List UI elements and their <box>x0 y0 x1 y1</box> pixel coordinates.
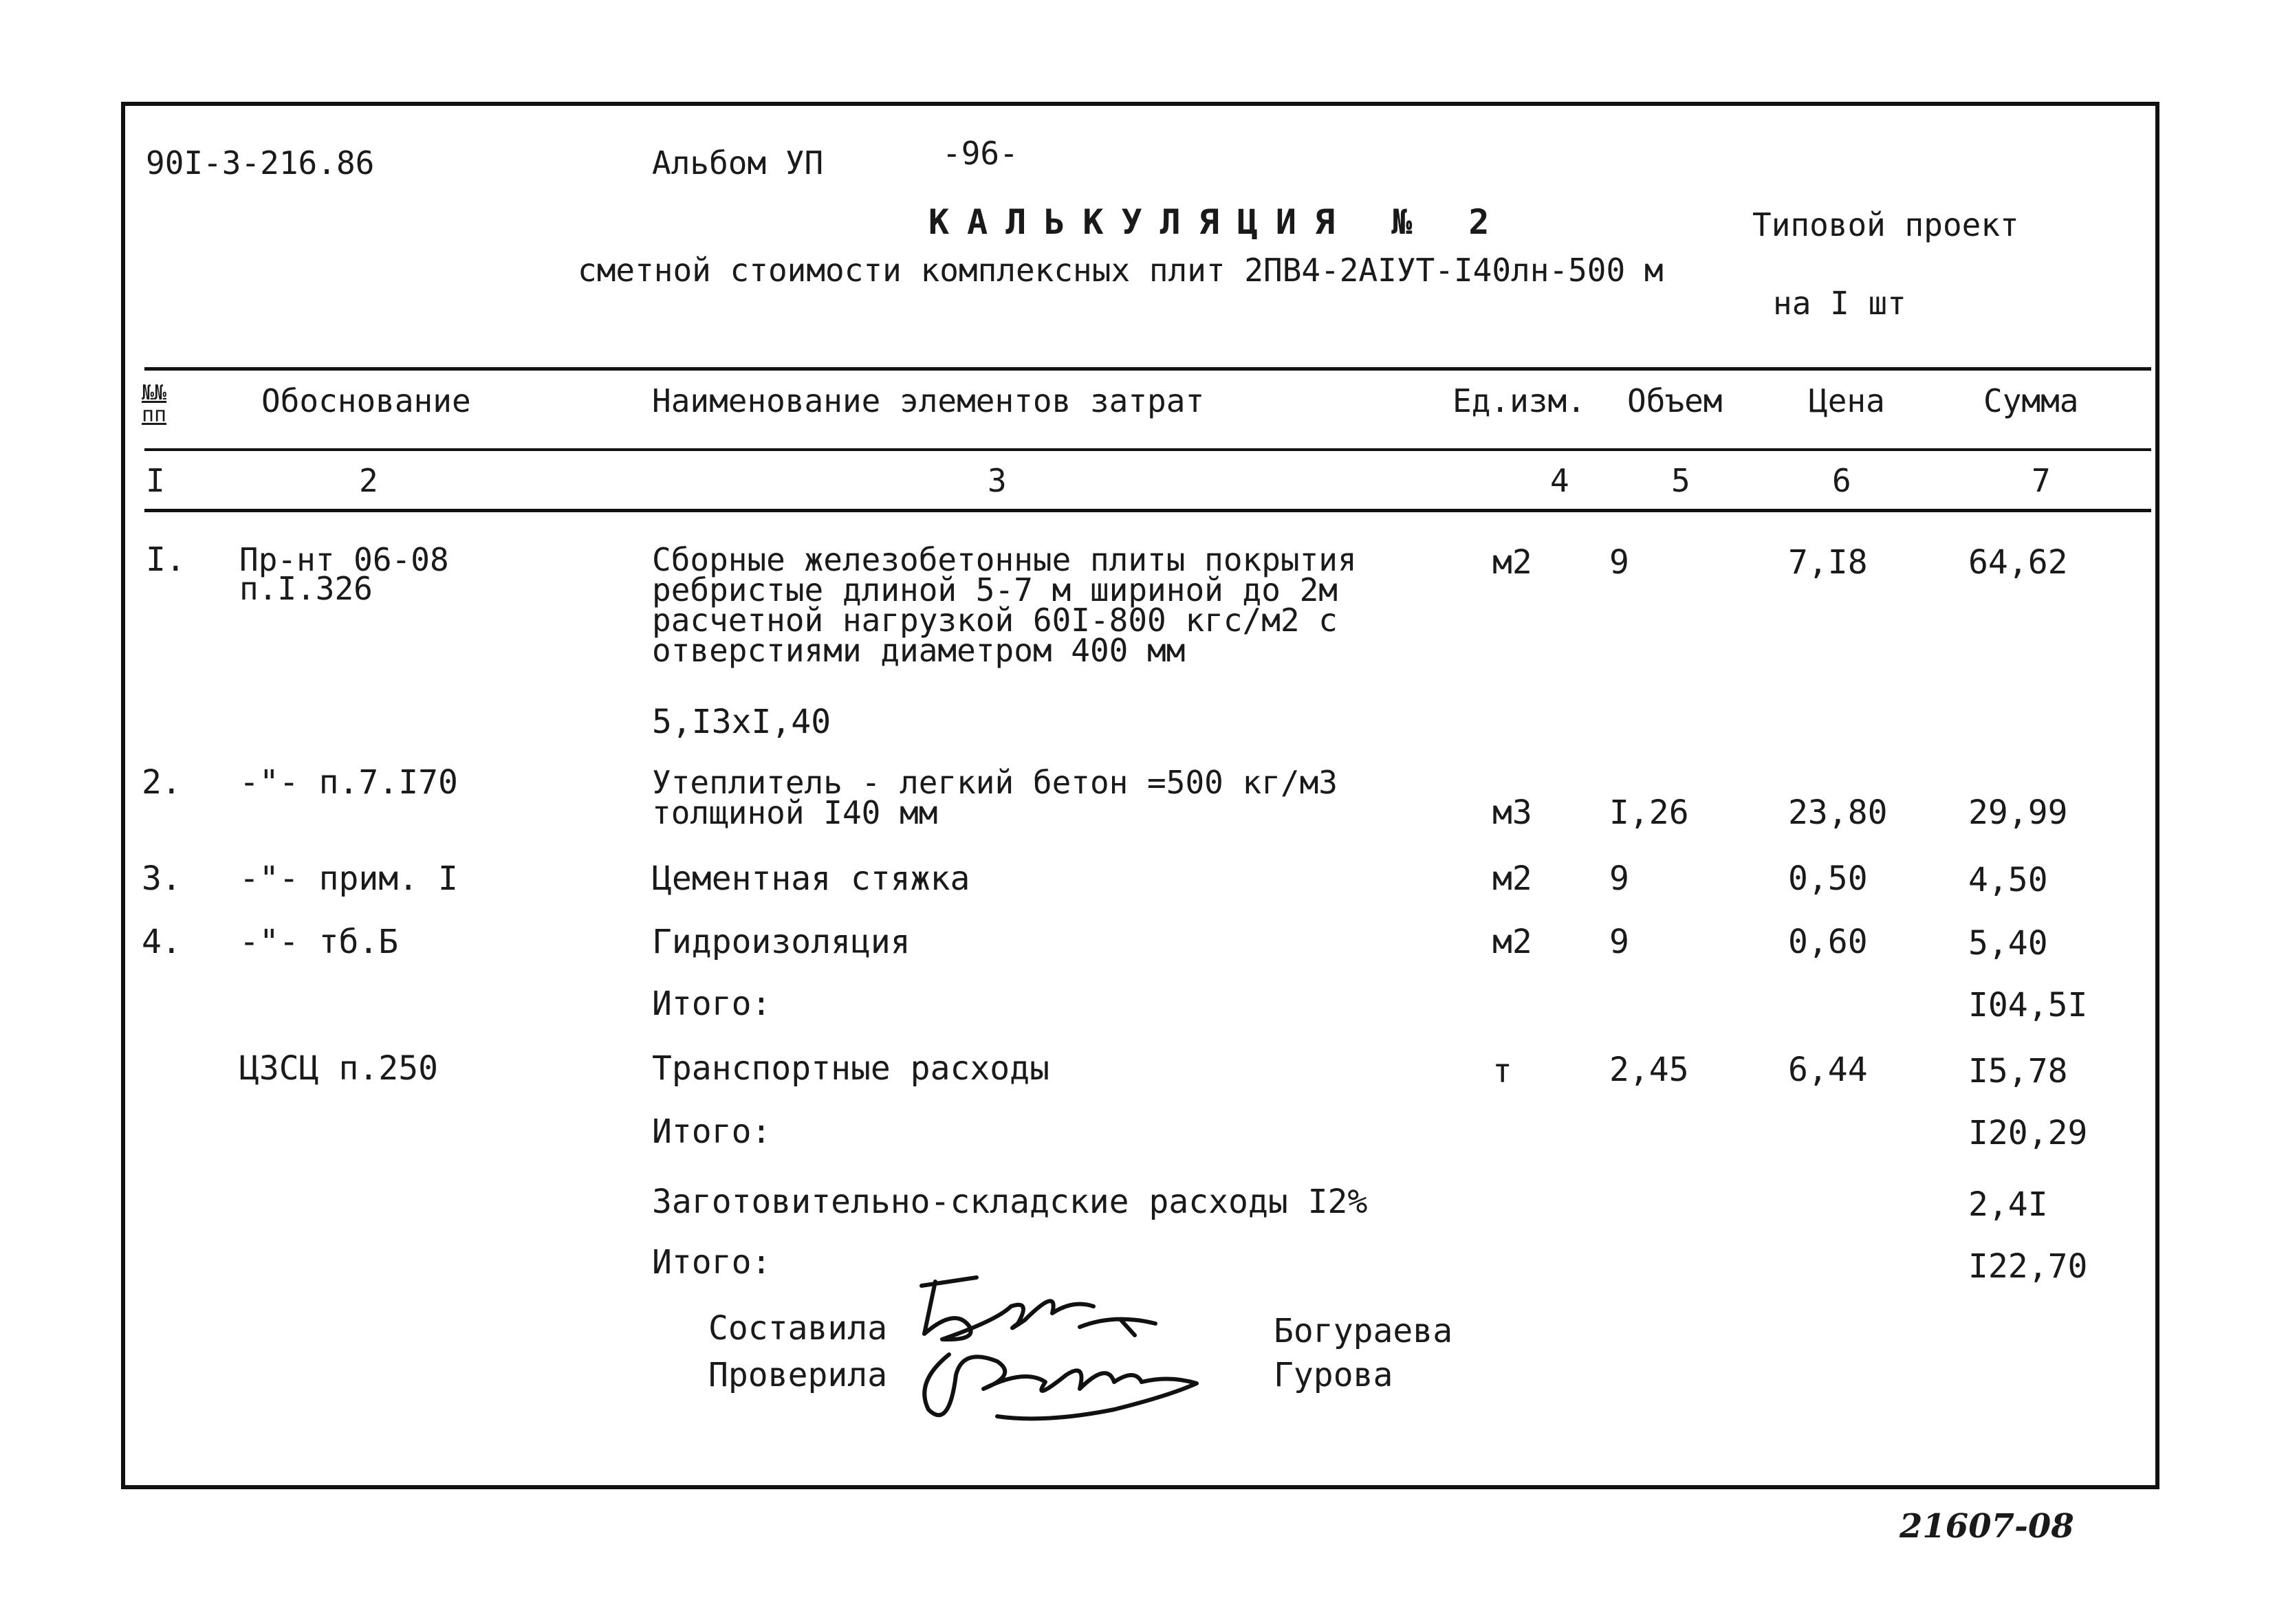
row-unit: м2 <box>1492 923 1532 961</box>
row-qty: 9 <box>1609 543 1629 582</box>
table-top-rule <box>144 367 2151 371</box>
row-qty: 9 <box>1609 923 1629 961</box>
row-price: 0,50 <box>1788 859 1868 898</box>
column-header-basis: Обоснование <box>261 382 471 419</box>
row-name: отверстиями диаметром 400 мм <box>652 632 1186 669</box>
row-name: Транспортные расходы <box>652 1049 1049 1088</box>
row-name: Цементная стяжка <box>652 859 970 898</box>
row-name: толщиной I40 мм <box>652 794 938 831</box>
column-number: 3 <box>988 462 1007 499</box>
signature-checked <box>908 1334 1224 1430</box>
row-unit: м2 <box>1492 543 1532 582</box>
project-type: Типовой проект <box>1752 206 2019 243</box>
row-name: ребристые длиной 5-7 м шириной до 2м <box>652 571 1338 608</box>
row-name: Утеплитель - легкий бетон =500 кг/м3 <box>652 764 1338 801</box>
row-number: 3. <box>142 859 182 898</box>
row-price: 6,44 <box>1788 1051 1868 1089</box>
compiled-by-label: Составила <box>708 1309 888 1348</box>
row-unit: м3 <box>1492 793 1532 832</box>
page-number: -96- <box>942 135 1019 172</box>
column-number: I <box>146 462 165 499</box>
row-qty: 2,45 <box>1609 1051 1689 1089</box>
total-sum: I22,70 <box>1968 1247 2088 1286</box>
total-label: Итого: <box>652 1243 772 1282</box>
subtotal-sum: I20,29 <box>1968 1114 2088 1152</box>
album-label: Альбом УП <box>652 144 824 182</box>
row-basis: -"- п.7.I70 <box>239 763 458 802</box>
row-name: Заготовительно-складские расходы I2% <box>652 1183 1368 1221</box>
row-qty: 9 <box>1609 859 1629 898</box>
row-sum: 2,4I <box>1968 1185 2048 1224</box>
row-name: Гидроизоляция <box>652 923 911 961</box>
row-number: I. <box>146 540 186 579</box>
row-sum: I5,78 <box>1968 1052 2068 1090</box>
row-extra: 5,I3хI,40 <box>652 703 831 741</box>
subtotal-sum: I04,5I <box>1968 986 2088 1024</box>
subtotal-label: Итого: <box>652 985 772 1023</box>
row-basis: -"- тб.Б <box>239 923 399 961</box>
row-basis: ЦЗСЦ п.250 <box>239 1049 438 1088</box>
row-price: 7,I8 <box>1788 543 1868 582</box>
column-header-qty: Объем <box>1627 382 1723 419</box>
row-price: 23,80 <box>1788 793 1888 832</box>
subtotal-label: Итого: <box>652 1112 772 1151</box>
column-header-number: №№ пп <box>142 381 167 427</box>
column-header-sum: Сумма <box>1983 382 2079 419</box>
checked-by-label: Проверила <box>708 1356 888 1394</box>
column-number: 2 <box>359 462 378 499</box>
column-number: 4 <box>1550 462 1569 499</box>
column-number: 7 <box>2032 462 2051 499</box>
calculation-subtitle: сметной стоимости комплексных плит 2ПВ4-2АIУТ-I40лн-500 м <box>578 252 1664 289</box>
compiled-by-name: Богураева <box>1274 1312 1453 1350</box>
column-number: 5 <box>1671 462 1690 499</box>
row-sum: 64,62 <box>1968 543 2068 582</box>
header-rule <box>144 448 2151 451</box>
column-header-unit: Ед.изм. <box>1452 382 1586 419</box>
row-price: 0,60 <box>1788 923 1868 961</box>
row-qty: I,26 <box>1609 793 1689 832</box>
column-header-price: Цена <box>1809 382 1885 419</box>
column-numbers-rule <box>144 509 2151 512</box>
column-number: 6 <box>1832 462 1851 499</box>
row-unit: т <box>1492 1052 1512 1090</box>
column-header-name: Наименование элементов затрат <box>652 382 1205 419</box>
row-number: 2. <box>142 763 182 802</box>
row-name: Сборные железобетонные плиты покрытия <box>652 541 1357 578</box>
row-number: 4. <box>142 923 182 961</box>
unit-basis: на I шт <box>1773 285 1906 322</box>
checked-by-name: Гурова <box>1274 1356 1393 1394</box>
sheet-number: 21607-08 <box>1900 1507 2074 1546</box>
row-sum: 4,50 <box>1968 861 2048 899</box>
row-name: расчетной нагрузкой 60I-800 кгс/м2 с <box>652 602 1338 639</box>
row-sum: 5,40 <box>1968 924 2048 963</box>
calculation-title: КАЛЬКУЛЯЦИЯ № 2 <box>928 202 1507 242</box>
document-code: 90I-3-216.86 <box>146 144 375 182</box>
row-sum: 29,99 <box>1968 793 2068 832</box>
row-basis: Пр-нт 06-08 <box>239 541 449 578</box>
row-basis: -"- прим. I <box>239 859 458 898</box>
row-unit: м2 <box>1492 859 1532 898</box>
row-basis: п.I.326 <box>239 570 373 607</box>
